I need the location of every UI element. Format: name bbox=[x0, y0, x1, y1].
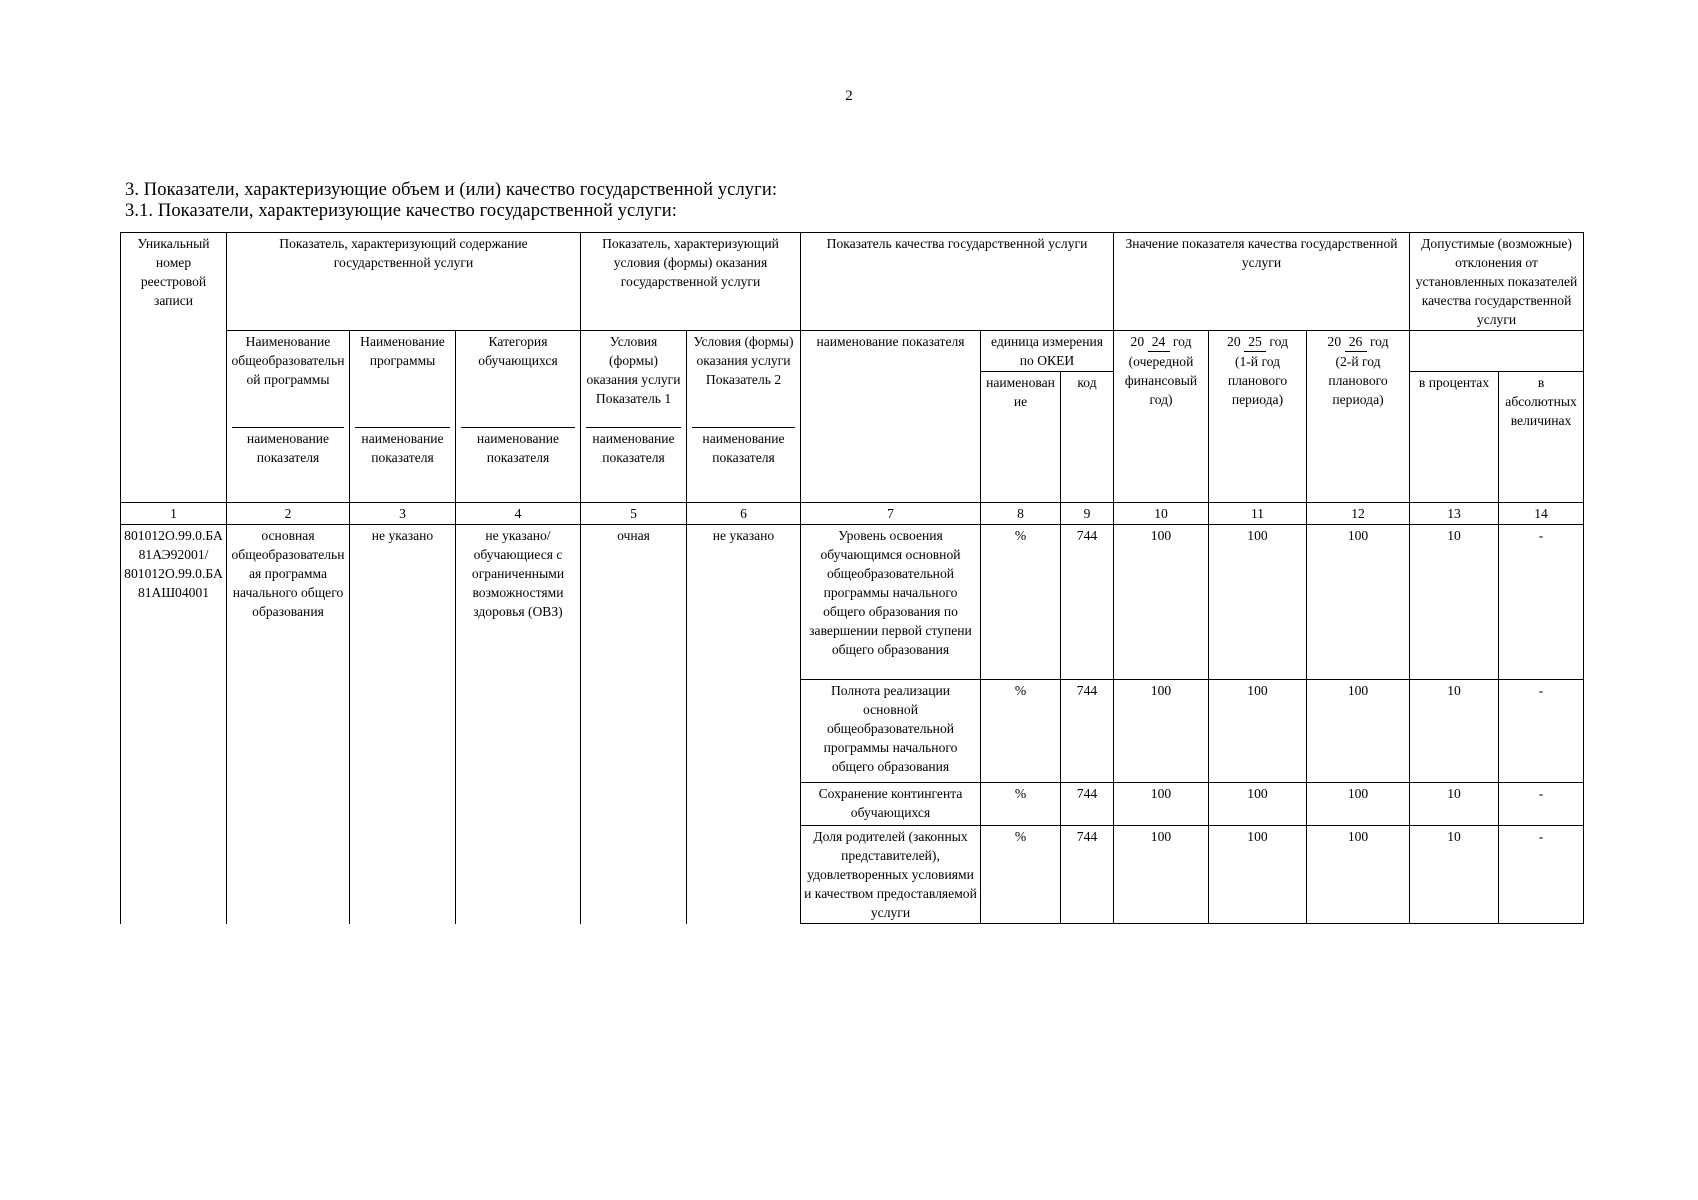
value-2026: 100 bbox=[1307, 783, 1410, 826]
header-unit-okei: единица измерения по ОКЕИ bbox=[981, 331, 1114, 372]
indicator-unit: % bbox=[981, 783, 1061, 826]
deviation-absolute: - bbox=[1499, 680, 1584, 783]
column-number: 14 bbox=[1499, 503, 1584, 525]
section-heading: 3. Показатели, характеризующие объем и (или) качество государственной услуги: bbox=[125, 180, 778, 200]
header-condition1: Условия (формы) оказания услуги Показатель 1 наименование показателя bbox=[581, 331, 687, 503]
value-2025: 100 bbox=[1209, 826, 1307, 924]
value-2024: 100 bbox=[1114, 525, 1209, 680]
indicator-unit: % bbox=[981, 680, 1061, 783]
indicator-code: 744 bbox=[1061, 826, 1114, 924]
header-quality-value: Значение показателя качества государственной услуги bbox=[1114, 233, 1410, 331]
header-year-2025: 20 25 год (1-й год планового периода) bbox=[1209, 331, 1307, 503]
indicator-code: 744 bbox=[1061, 525, 1114, 680]
header-program: Наименование программы наименование показателя bbox=[350, 331, 456, 503]
indicator-unit: % bbox=[981, 525, 1061, 680]
page-number: 2 bbox=[845, 88, 853, 104]
deviation-percent: 10 bbox=[1410, 525, 1499, 680]
registry-number: 801012О.99.0.БА81АЭ92001/ 801012О.99.0.БА81АШ04001 bbox=[121, 525, 227, 924]
header-deviations: Допустимые (возможные) отклонения от установленных показателей качества государственной услуги bbox=[1410, 233, 1584, 331]
column-number: 4 bbox=[456, 503, 581, 525]
category: не указано/ обучающиеся с ограниченными возможностями здоровья (ОВЗ) bbox=[456, 525, 581, 924]
indicator-unit: % bbox=[981, 826, 1061, 924]
value-2025: 100 bbox=[1209, 680, 1307, 783]
condition1: очная bbox=[581, 525, 687, 924]
value-2024: 100 bbox=[1114, 826, 1209, 924]
condition2: не указано bbox=[687, 525, 801, 924]
header-unit-code: код bbox=[1061, 372, 1114, 503]
header-conditions-indicator: Показатель, характеризующий условия (формы) оказания государственной услуги bbox=[581, 233, 801, 331]
column-number: 2 bbox=[227, 503, 350, 525]
deviation-percent: 10 bbox=[1410, 783, 1499, 826]
column-number: 5 bbox=[581, 503, 687, 525]
column-number: 3 bbox=[350, 503, 456, 525]
header-indicator-name: наименование показателя bbox=[801, 331, 981, 503]
header-program-name: Наименование общеобразовательной программы наименование показателя bbox=[227, 331, 350, 503]
program: не указано bbox=[350, 525, 456, 924]
column-number: 6 bbox=[687, 503, 801, 525]
header-row bbox=[121, 233, 1584, 331]
column-number: 9 bbox=[1061, 503, 1114, 525]
subheader-row bbox=[121, 331, 1584, 372]
program-name: основная общеобразовательная программа начального общего образования bbox=[227, 525, 350, 924]
column-number: 7 bbox=[801, 503, 981, 525]
header-unique-number: Уникальный номер реестровой записи bbox=[121, 233, 227, 503]
indicator-code: 744 bbox=[1061, 680, 1114, 783]
quality-indicators-table bbox=[120, 232, 1584, 924]
column-number: 8 bbox=[981, 503, 1061, 525]
deviation-absolute: - bbox=[1499, 826, 1584, 924]
value-2026: 100 bbox=[1307, 826, 1410, 924]
value-2025: 100 bbox=[1209, 525, 1307, 680]
header-condition2: Условия (формы) оказания услуги Показатель 2 наименование показателя bbox=[687, 331, 801, 503]
column-number: 10 bbox=[1114, 503, 1209, 525]
value-2024: 100 bbox=[1114, 783, 1209, 826]
header-category: Категория обучающихся наименование показателя bbox=[456, 331, 581, 503]
column-number: 12 bbox=[1307, 503, 1410, 525]
column-number: 11 bbox=[1209, 503, 1307, 525]
header-in-absolute: в абсолютных величинах bbox=[1499, 372, 1584, 503]
indicator-name: Полнота реализации основной общеобразовательной программы начального общего образования bbox=[801, 680, 981, 783]
column-number: 1 bbox=[121, 503, 227, 525]
value-2026: 100 bbox=[1307, 525, 1410, 680]
header-quality-indicator: Показатель качества государственной услуги bbox=[801, 233, 1114, 331]
header-content-indicator: Показатель, характеризующий содержание государственной услуги bbox=[227, 233, 581, 331]
value-2025: 100 bbox=[1209, 783, 1307, 826]
deviation-percent: 10 bbox=[1410, 826, 1499, 924]
column-numbers-row bbox=[121, 503, 1584, 525]
deviation-percent: 10 bbox=[1410, 680, 1499, 783]
header-year-2026: 20 26 год (2-й год планового периода) bbox=[1307, 331, 1410, 503]
header-year-2024: 20 24 год (очередной финансовый год) bbox=[1114, 331, 1209, 503]
indicator-name: Сохранение контингента обучающихся bbox=[801, 783, 981, 826]
subsection-heading: 3.1. Показатели, характеризующие качество государственной услуги: bbox=[125, 201, 677, 221]
column-number: 13 bbox=[1410, 503, 1499, 525]
indicator-name: Доля родителей (законных представителей), удовлетворенных условиями и качеством предоставляемой услуги bbox=[801, 826, 981, 924]
value-2026: 100 bbox=[1307, 680, 1410, 783]
header-unit-name: наименование bbox=[981, 372, 1061, 503]
indicator-name: Уровень освоения обучающимся основной общеобразовательной программы начального общего образования по завершении первой ступени общего образования bbox=[801, 525, 981, 680]
deviation-absolute: - bbox=[1499, 525, 1584, 680]
header-in-percent: в процентах bbox=[1410, 372, 1499, 503]
deviation-absolute: - bbox=[1499, 783, 1584, 826]
value-2024: 100 bbox=[1114, 680, 1209, 783]
indicator-code: 744 bbox=[1061, 783, 1114, 826]
table-row bbox=[121, 525, 1584, 680]
